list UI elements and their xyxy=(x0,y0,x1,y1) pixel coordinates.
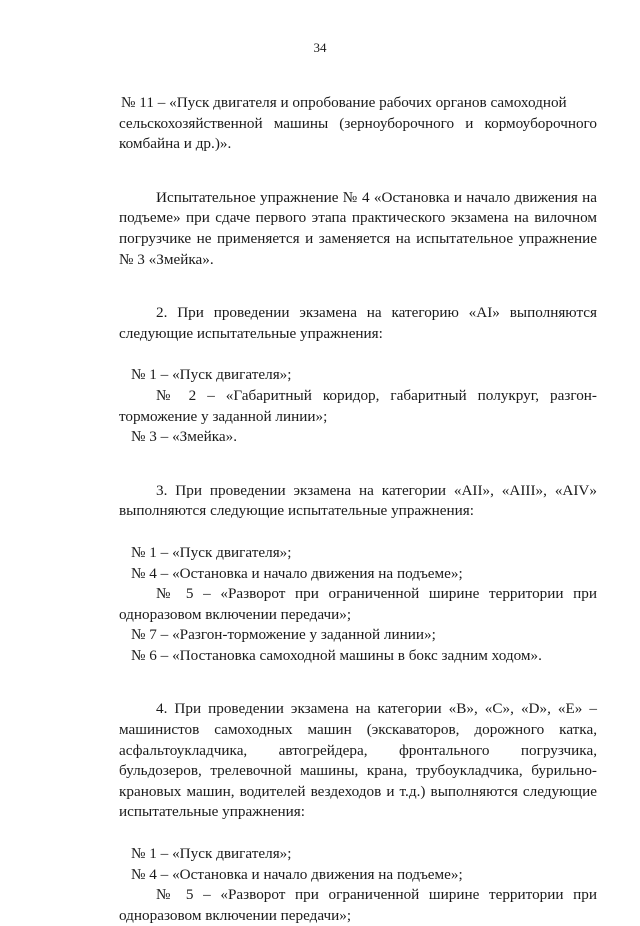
paragraph-forklift-note: Испытательное упражнение № 4 «Остановка и начало движения на подъеме» при сдаче первого этапа практического экзамена на вилочном погрузчике не применяется и заменяется на испытательное упражнение № 3 «Змейка». xyxy=(119,188,597,268)
list-item: № 4 – «Остановка и начало движения на подъеме»; xyxy=(131,865,463,883)
list-item: № 6 – «Постановка самоходной машины в бокс задним ходом». xyxy=(131,646,542,664)
list-item: № 1 – «Пуск двигателя»; xyxy=(131,366,292,384)
list-item: № 1 – «Пуск двигателя»; xyxy=(131,543,292,561)
list-item: № 4 – «Остановка и начало движения на подъеме»; xyxy=(131,564,463,582)
page-number: 34 xyxy=(313,40,327,55)
document-body xyxy=(119,93,597,926)
list-category-aii-aiv xyxy=(119,543,597,667)
list-item: № 3 – «Змейка». xyxy=(131,428,238,446)
paragraph-category-aii-aiv: 3. При проведении экзамена на категории «AII», «AIII», «AIV» выполняются следующие испытательные упражнения: xyxy=(119,481,597,520)
list-item: № 1 – «Пуск двигателя»; xyxy=(131,845,292,863)
list-item: № 7 – «Разгон-торможение у заданной линии»; xyxy=(131,626,436,644)
paragraph-exercise-11-first-line: № 11 – «Пуск двигателя и опробование рабочих органов самоходной xyxy=(121,94,567,111)
list-category-b-e xyxy=(119,844,597,926)
list-category-ai xyxy=(119,365,597,447)
paragraph-category-ai: 2. При проведении экзамена на категорию «AI» выполняются следующие испытательные упражнения: xyxy=(119,304,597,342)
paragraph-exercise-11-continuation: сельскохозяйственной машины (зерноуборочного и кормоуборочного комбайна и др.)». xyxy=(119,114,597,153)
paragraph-category-b-e: 4. При проведении экзамена на категории «B», «C», «D», «E» – машинистов самоходных машин (экскаваторов, дорожного катка, асфальтоукладчика, автогрейдера, фронтального погрузчика, бульдозеров, трелевочной машины, крана, трубоукладчика, бурильно-крановых машин, водителей вездеходов и т.д.) выполняются следующие испытательные упражнения: xyxy=(119,700,597,821)
list-item: № 5 – «Разворот при ограниченной ширине территории при одноразовом включении передачи»; xyxy=(119,886,597,924)
list-item: № 2 – «Габаритный коридор, габаритный полукруг, разгон-торможение у заданной линии»; xyxy=(119,386,597,425)
list-item: № 5 – «Разворот при ограниченной ширине территории при одноразовом включении передачи»; xyxy=(119,585,597,623)
